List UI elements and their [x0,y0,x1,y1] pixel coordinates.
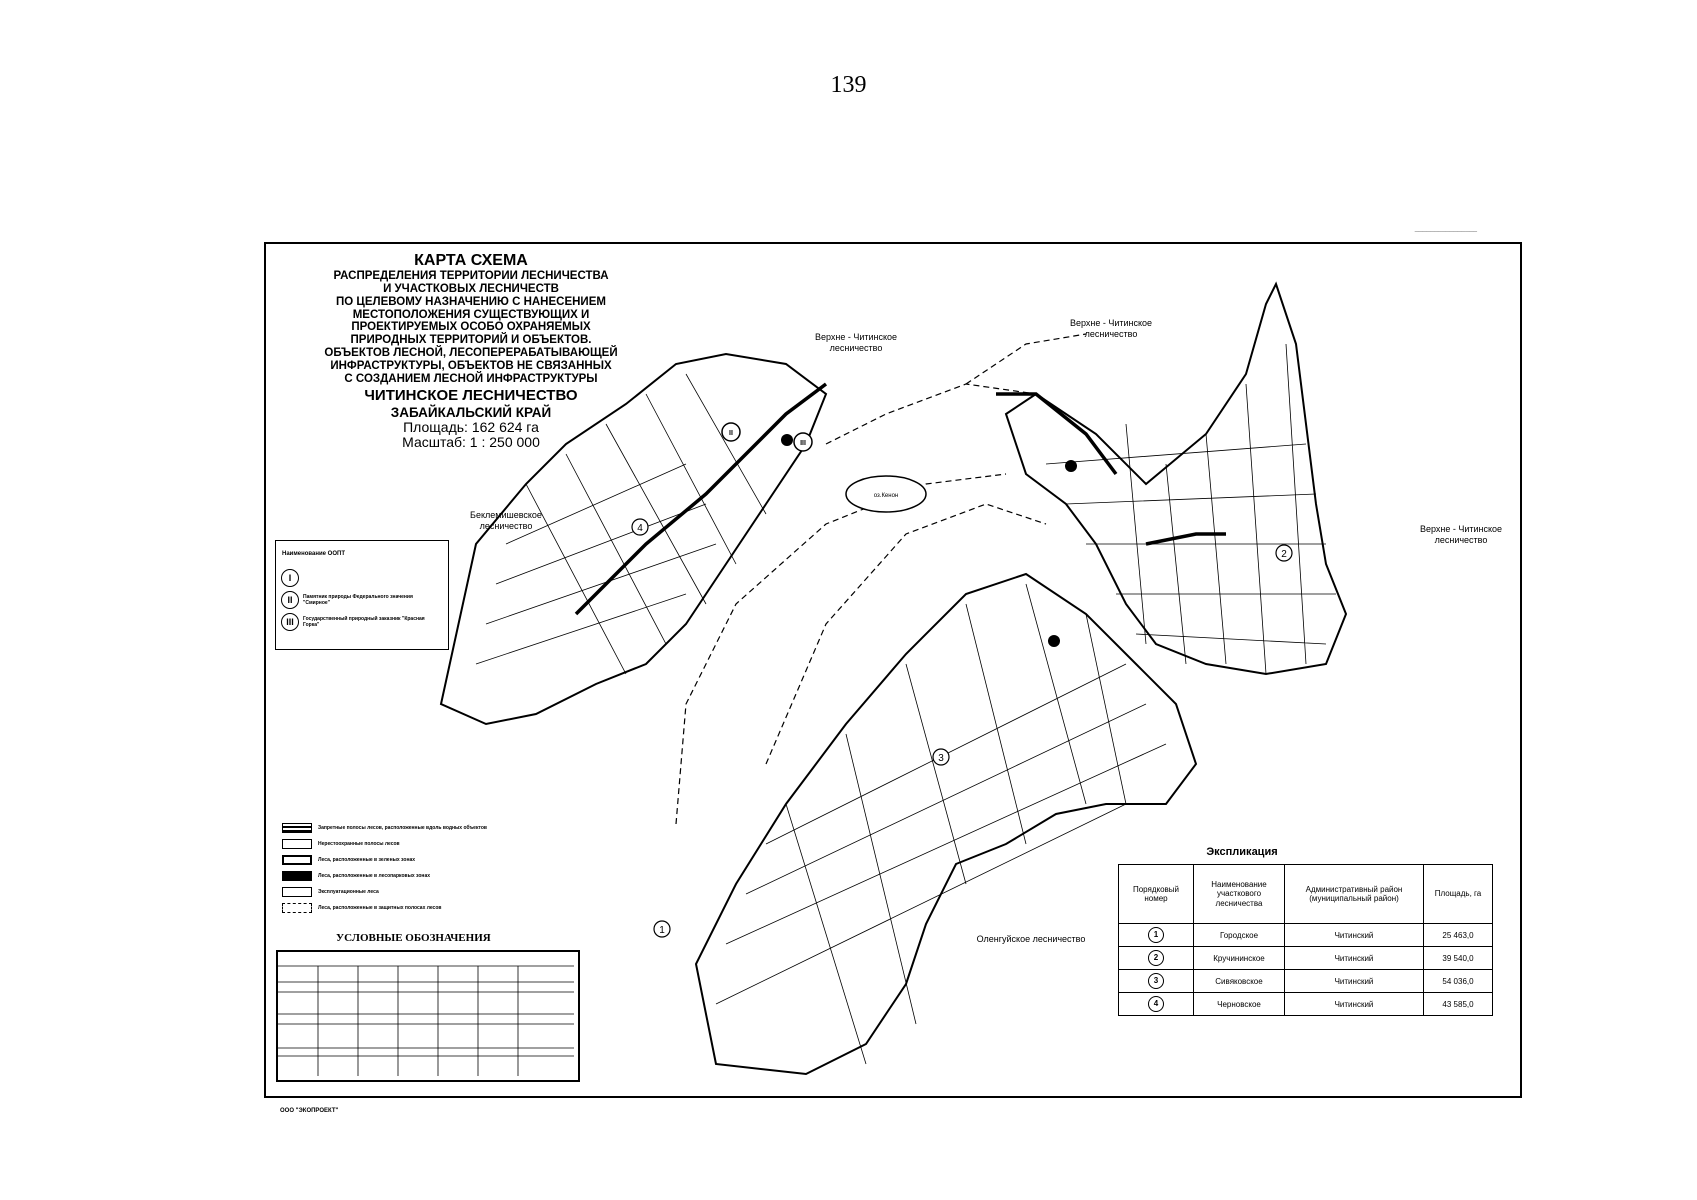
title-area: Площадь: 162 624 га [403,418,539,435]
sector-3-label: 3 [938,753,944,764]
explication-header-row [1119,865,1493,924]
annex-note: ________________ [1414,226,1477,233]
zone-label: Нерестоохранные полосы лесов [318,841,400,847]
zone-label: Леса, расположенные в защитных полосах лесов [318,905,442,911]
row-area: 43 585,0 [1424,993,1493,1016]
lake-label: оз.Кенон [873,493,899,499]
explication-col-district: Административный район (муниципальный район) [1285,865,1424,924]
legend-table-grid [278,952,574,1076]
zone-item [282,852,562,868]
table-row [1119,993,1493,1016]
title-line-1: РАСПРЕДЕЛЕНИЯ ТЕРРИТОРИИ ЛЕСНИЧЕСТВА [333,269,609,282]
title-line-2: И УЧАСТКОВЫХ ЛЕСНИЧЕСТВ [383,282,559,295]
explication-col-num: Порядковый номер [1119,865,1194,924]
title-line-4: МЕСТОПОЛОЖЕНИЯ СУЩЕСТВУЮЩИХ И [352,308,590,321]
label-verkhne-3: Верхне - Читинское лесничество [1419,524,1503,545]
row-area: 25 463,0 [1424,924,1493,947]
table-row [1119,970,1493,993]
title-main: КАРТА СХЕМА [414,252,528,269]
title-forestry: ЧИТИНСКОЕ ЛЕСНИЧЕСТВО [364,386,578,404]
oopt-item [281,591,433,609]
zone-swatch [282,855,312,865]
map-title [291,252,651,451]
oopt-item-text: Государственный природный заказник "Красная Горка" [303,616,425,628]
row-name: Кручининское [1194,947,1285,970]
row-area: 54 036,0 [1424,970,1493,993]
zone-swatch [282,871,312,881]
zone-legend [282,820,562,916]
zone-item [282,868,562,884]
oopt-legend-header: Наименование ООПТ [282,551,345,557]
zone-item [282,900,562,916]
oopt-item-text: Памятник природы Федерального значения "Смирное" [303,594,413,606]
zone-label: Леса, расположенные в лесопарковых зонах [318,873,431,879]
zone-swatch [282,887,312,897]
oopt-item [281,569,433,587]
zone-label: Леса, расположенные в зеленых зонах [318,857,416,863]
oopt-item-num: III [281,613,299,631]
row-badge: 4 [1148,996,1164,1012]
title-line-5: ПРОЕКТИРУЕМЫХ ОСОБО ОХРАНЯЕМЫХ [351,321,591,334]
legend-table [276,950,580,1082]
row-district: Читинский [1285,947,1424,970]
row-district: Читинский [1285,970,1424,993]
row-area: 39 540,0 [1424,947,1493,970]
oopt-legend [275,540,449,650]
row-district: Читинский [1285,924,1424,947]
zone-swatch [282,823,312,833]
label-beklem: Беклемишевское лесничество [470,510,542,531]
explication-table [1118,864,1493,1016]
table-row [1119,924,1493,947]
explication-col-name: Наименование участкового лесничества [1194,865,1285,924]
zone-swatch [282,839,312,849]
explication-title: Экспликация [1206,846,1278,858]
title-line-9: С СОЗДАНИЕМ ЛЕСНОЙ ИНФРАСТРУКТУРЫ [344,372,598,385]
title-scale: Масштаб: 1 : 250 000 [402,434,540,451]
title-line-6: ПРИРОДНЫХ ТЕРРИТОРИЙ И ОБЪЕКТОВ. [350,334,592,347]
oopt-marker-II-dot [781,434,793,446]
title-region: ЗАБАЙКАЛЬСКИЙ КРАЙ [390,404,552,420]
map-frame [264,242,1522,1098]
zone-item [282,836,562,852]
zone-swatch [282,903,312,913]
title-line-8: ИНФРАСТРУКТУРЫ, ОБЪЕКТОВ НЕ СВЯЗАННЫХ [330,360,612,373]
row-name: Сивяковское [1194,970,1285,993]
zone-item [282,820,562,836]
label-verkhne-2: Верхне - Читинское лесничество [1069,318,1153,339]
page-number: 139 [830,72,867,98]
label-verkhne-1: Верхне - Читинское лесничество [814,332,898,353]
sector-4-label: 4 [637,523,643,534]
legend-title: УСЛОВНЫЕ ОБОЗНАЧЕНИЯ [336,932,491,944]
oopt-item [281,613,433,631]
row-badge: 1 [1148,927,1164,943]
row-name: Черновское [1194,993,1285,1016]
sector-1-label: 1 [659,925,665,936]
label-olenguy: Оленгуйское лесничество [976,934,1086,944]
company-footer: ООО "ЭКОПРОЕКТ" [280,1108,339,1114]
oopt-marker-IV-dot [1048,635,1060,647]
oopt-marker-III-dot [1065,460,1077,472]
sector-2-label: 2 [1281,549,1287,560]
explication-col-area: Площадь, га [1424,865,1493,924]
zone-item [282,884,562,900]
row-name: Городское [1194,924,1285,947]
oopt-marker-III-label: III [800,440,806,447]
title-line-3: ПО ЦЕЛЕВОМУ НАЗНАЧЕНИЮ С НАНЕСЕНИЕМ [336,295,606,308]
zone-label: Эксплуатационные леса [318,889,379,895]
oopt-item-num: II [281,591,299,609]
table-row [1119,947,1493,970]
oopt-item-num: I [281,569,299,587]
row-badge: 2 [1148,950,1164,966]
row-badge: 3 [1148,973,1164,989]
zone-label: Запретные полосы лесов, расположенные вдоль водных объектов [318,825,487,831]
row-district: Читинский [1285,993,1424,1016]
oopt-marker-II-label: II [729,430,733,437]
title-line-7: ОБЪЕКТОВ ЛЕСНОЙ, ЛЕСОПЕРЕРАБАТЫВАЮЩЕЙ [324,347,618,360]
